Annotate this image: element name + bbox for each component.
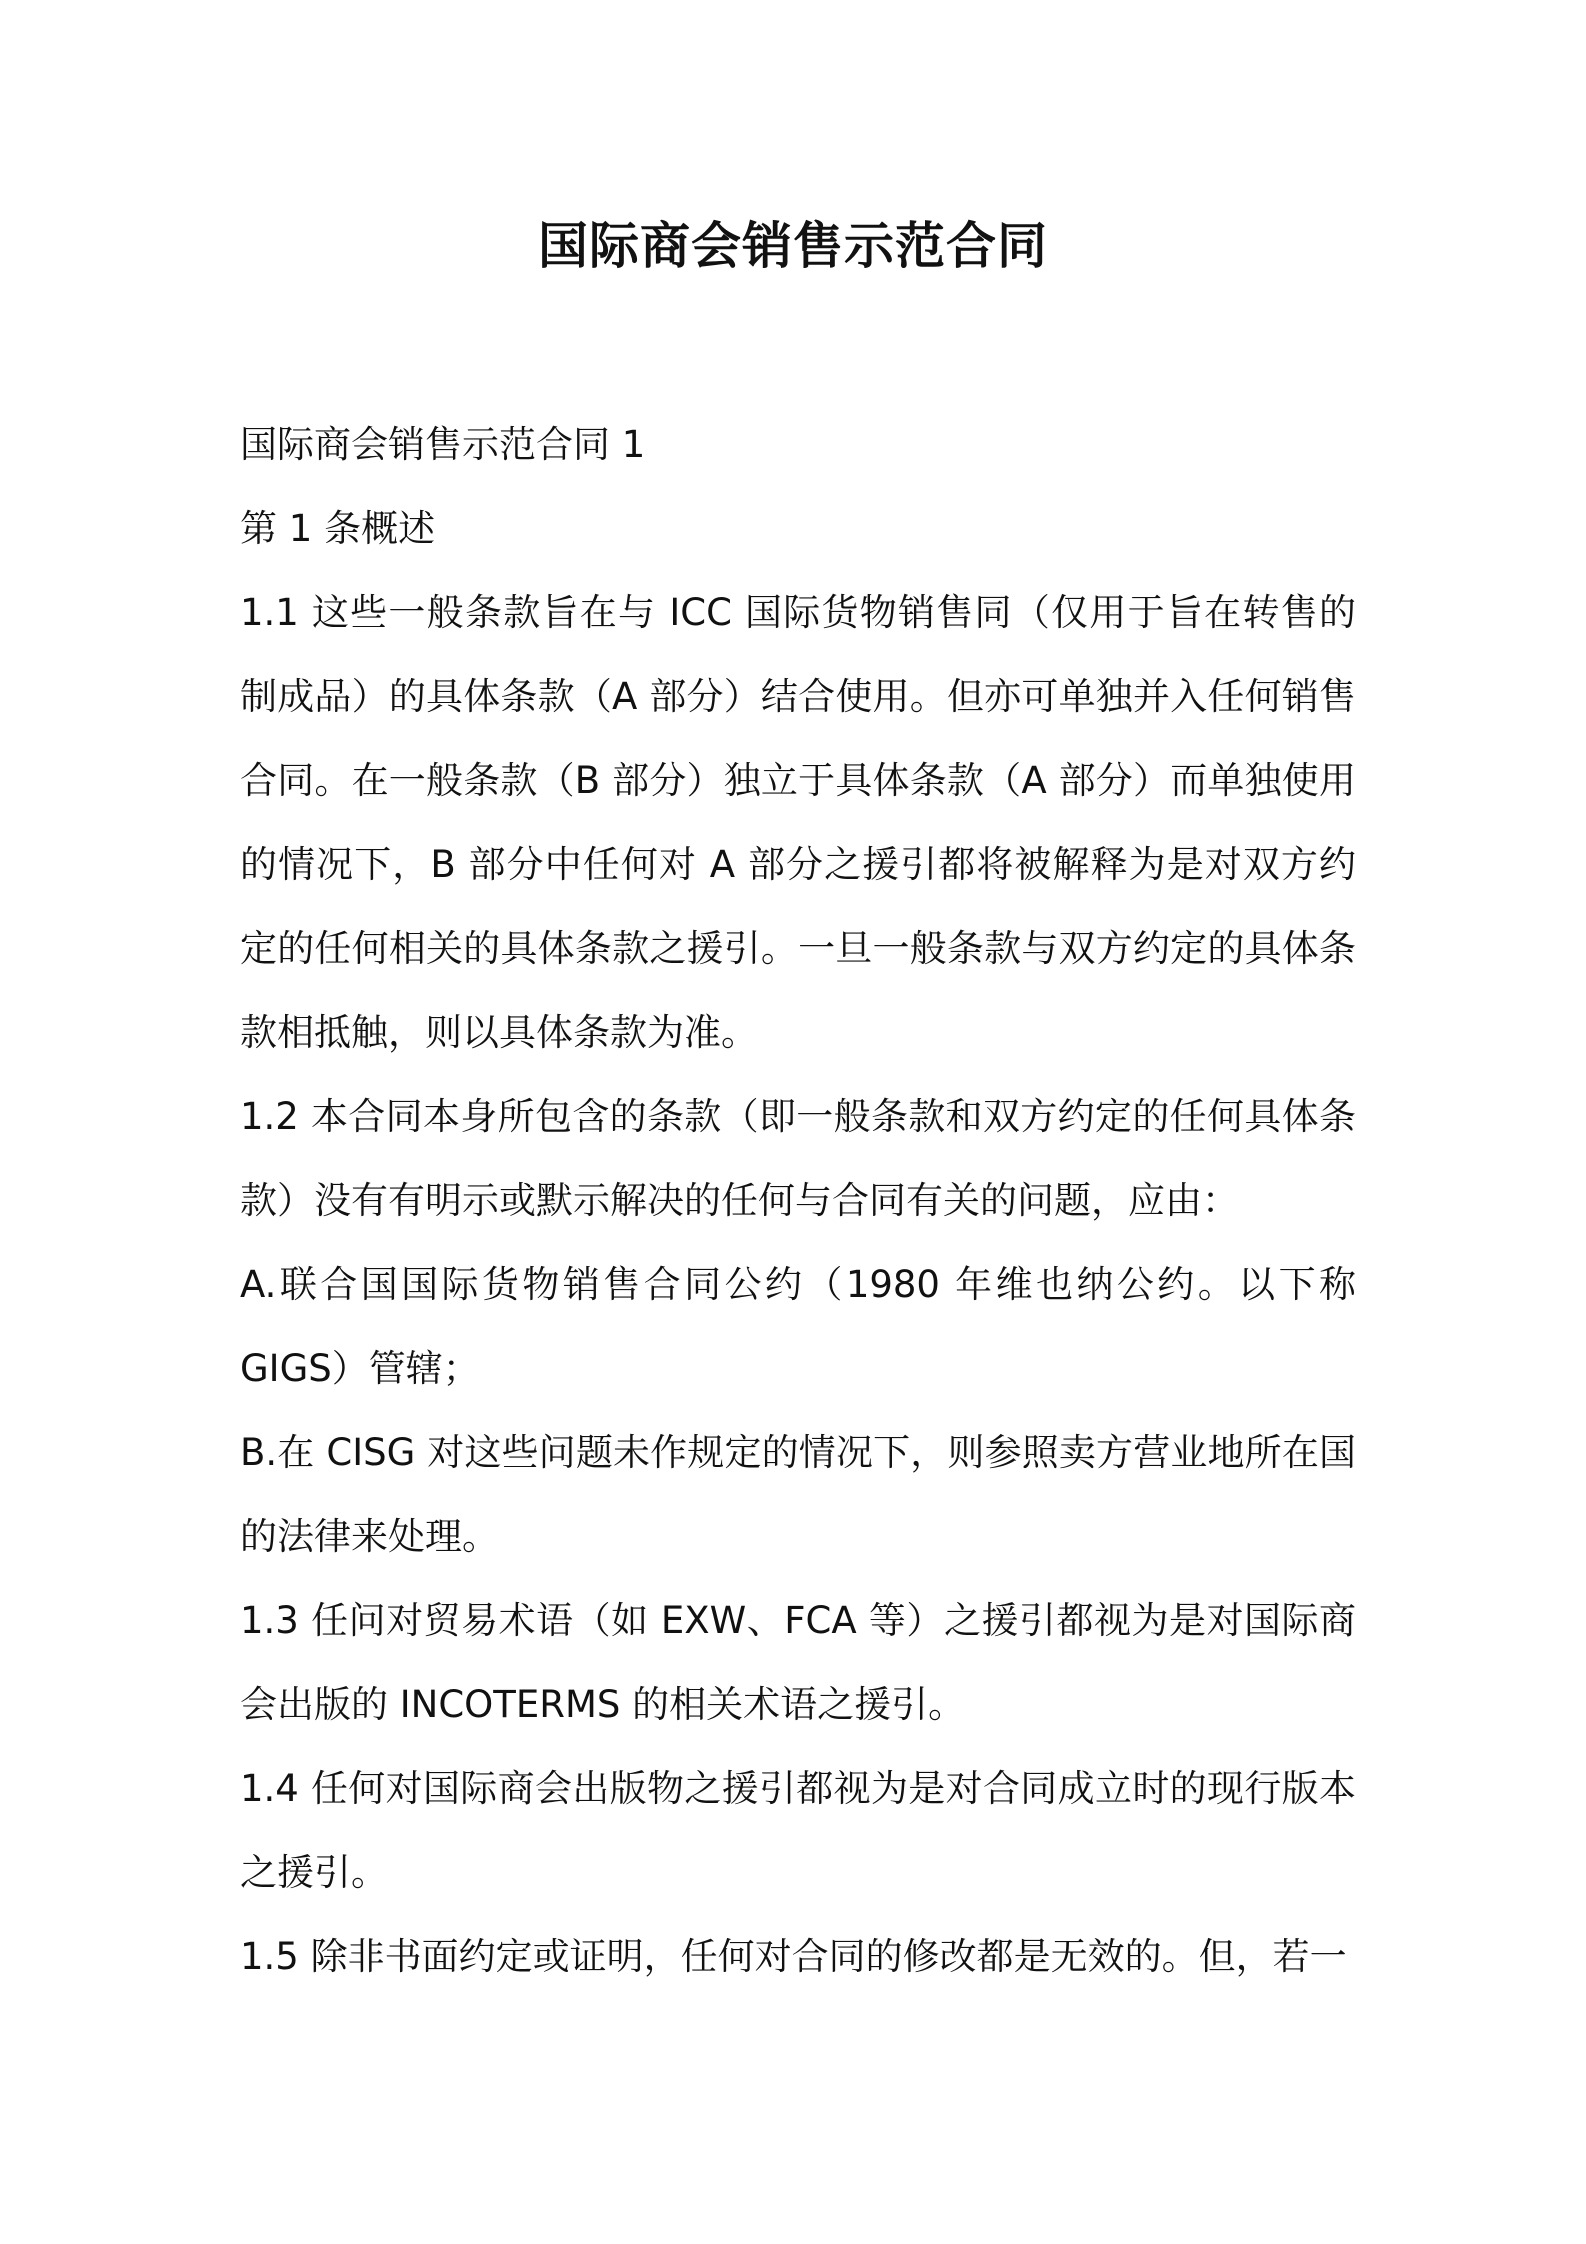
clause-1-1: 1.1 这些一般条款旨在与 ICC 国际货物销售同（仅用于旨在转售的制成品）的具体条款（A 部分）结合使用。但亦可单独并入任何销售合同。在一般条款（B 部分）独立于具体条款（A 部分）而单独使用的情况下，B 部分中任何对 A 部分之援引都将被解释为是对双方约定的任何相关的具体条款之援引。一旦一般条款与双方约定的具体条款相抵触，则以具体条款为准。 bbox=[240, 591, 1356, 1054]
clause-1-2-b: B.在 CISG 对这些问题未作规定的情况下，则参照卖方营业地所在国的法律来处理。 bbox=[240, 1431, 1356, 1558]
clause-1-2: 1.2 本合同本身所包含的条款（即一般条款和双方约定的任何具体条款）没有有明示或默示解决的任何与合同有关的问题，应由： bbox=[240, 1095, 1356, 1222]
clause-1-5: 1.5 除非书面约定或证明，任何对合同的修改都是无效的。但，若一 bbox=[240, 1935, 1347, 1978]
document-body bbox=[240, 403, 1356, 1999]
article-heading: 第 1 条概述 bbox=[240, 507, 436, 550]
document-title: 国际商会销售示范合同 bbox=[538, 217, 1048, 275]
contract-heading: 国际商会销售示范合同 1 bbox=[240, 423, 646, 466]
clause-1-2-a: A.联合国国际货物销售合同公约（1980 年维也纳公约。以下称 GIGS）管辖； bbox=[240, 1263, 1356, 1390]
clause-1-4: 1.4 任何对国际商会出版物之援引都视为是对合同成立时的现行版本之援引。 bbox=[240, 1767, 1356, 1894]
clause-1-3: 1.3 任问对贸易术语（如 EXW、FCA 等）之援引都视为是对国际商会出版的 INCOTERMS 的相关术语之援引。 bbox=[240, 1599, 1356, 1726]
